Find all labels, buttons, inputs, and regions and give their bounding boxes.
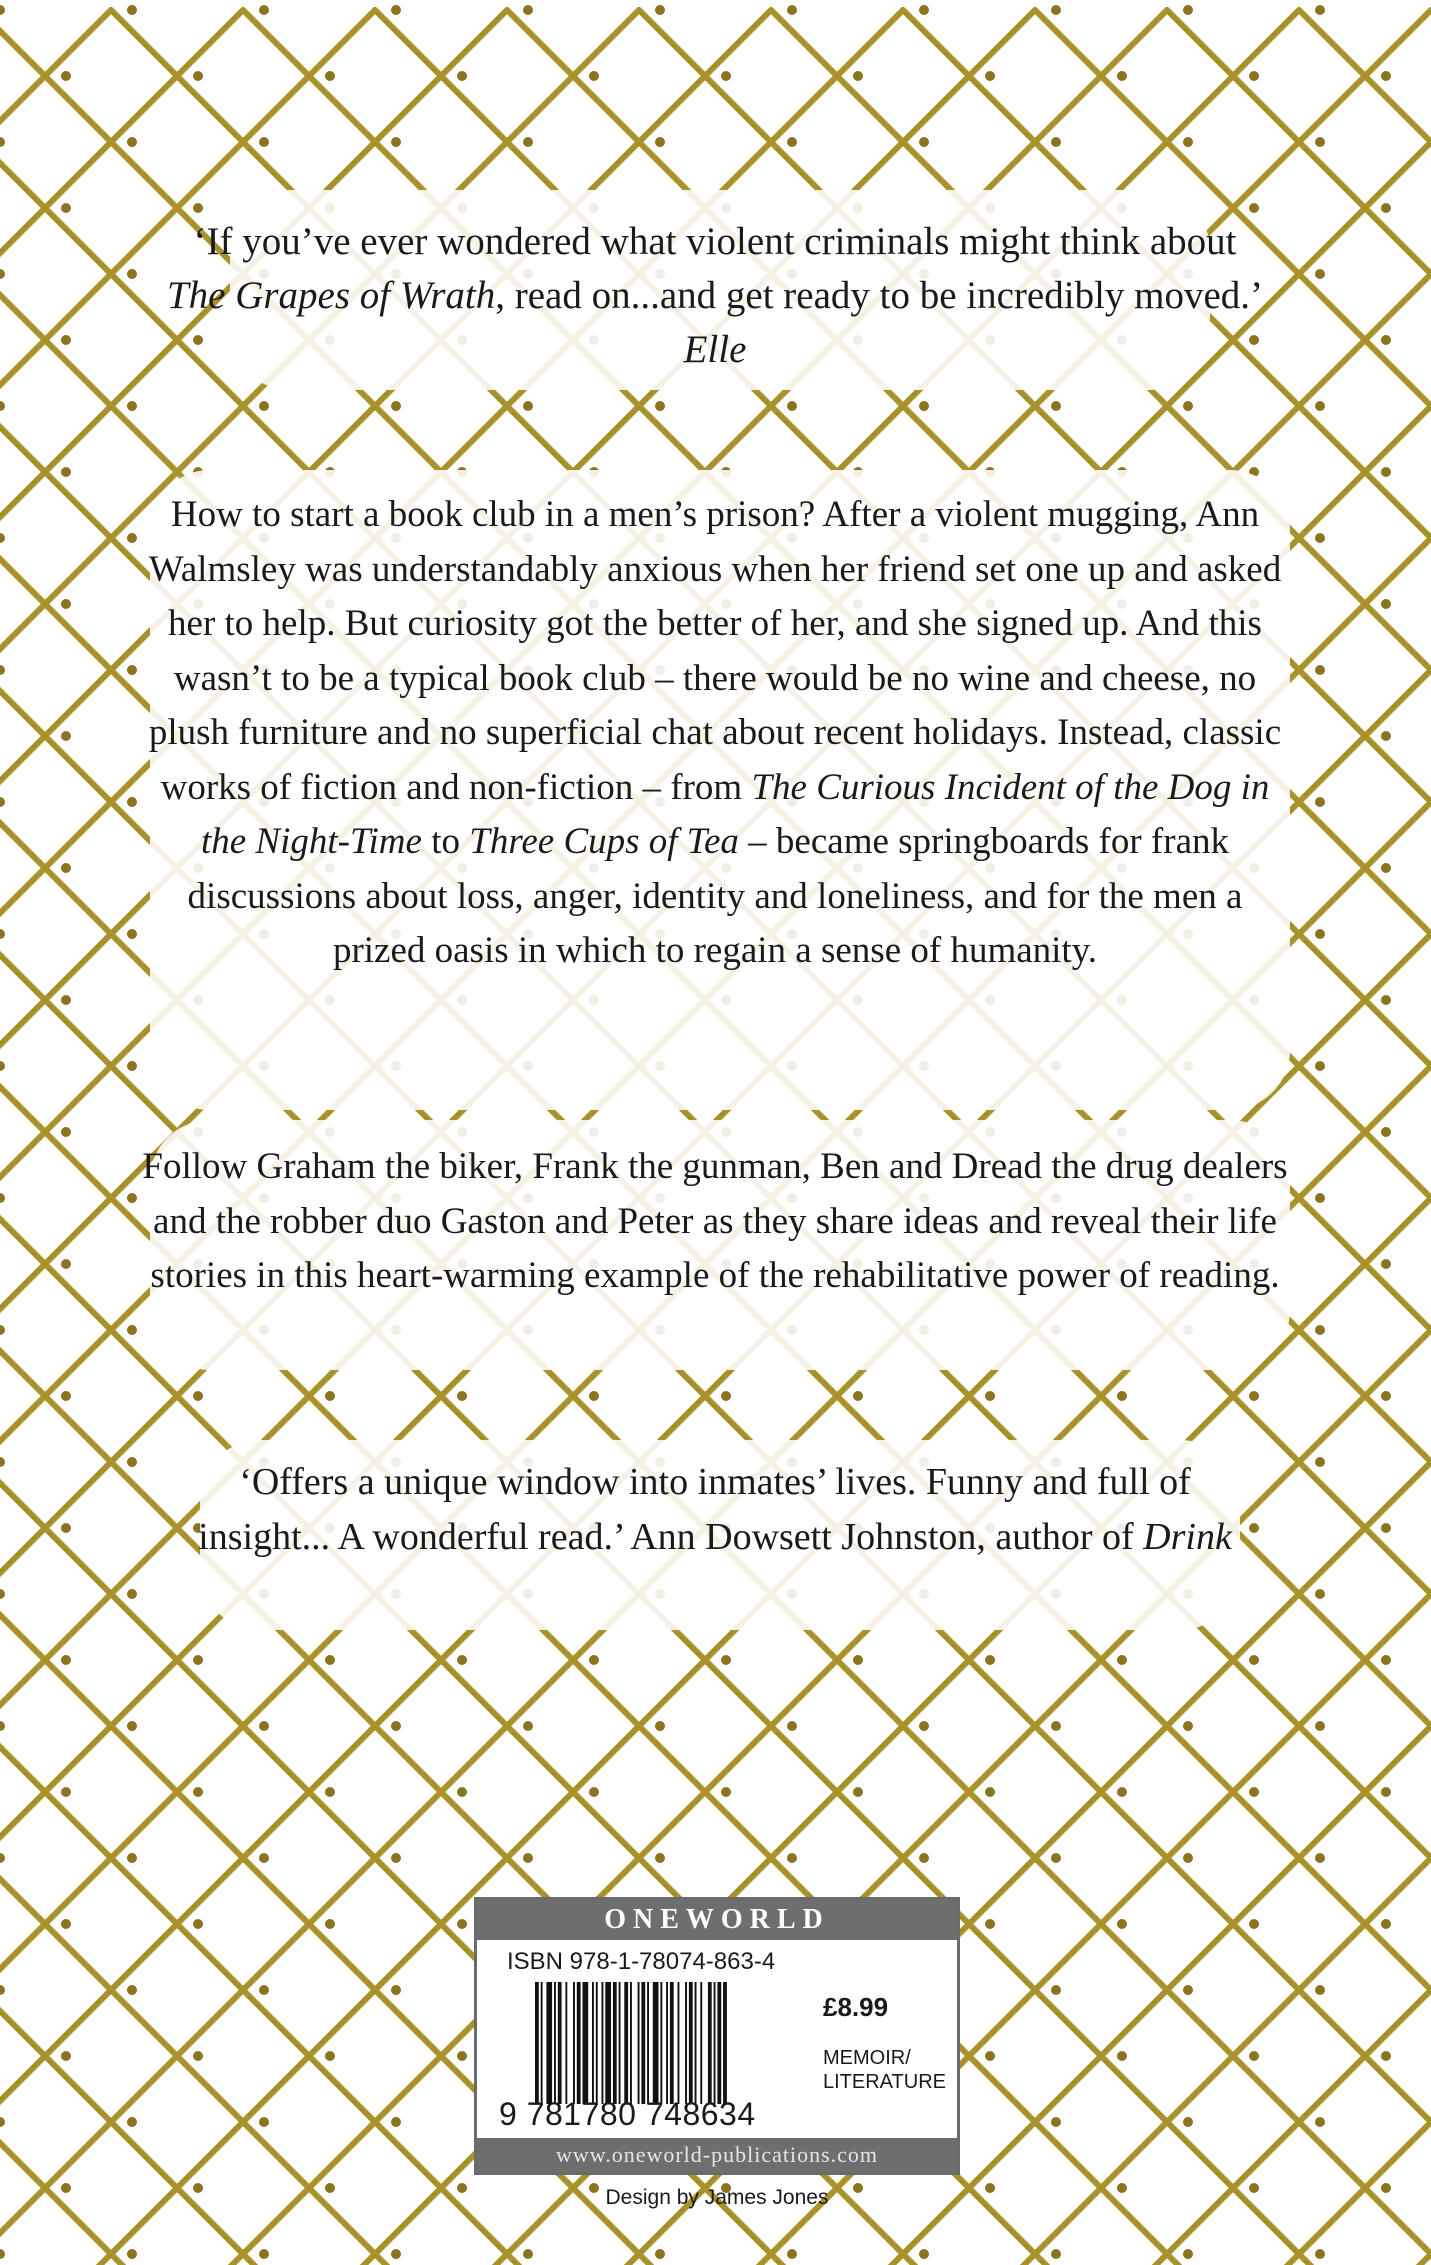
- review-quote-bottom: [180, 1455, 1250, 1565]
- barcode: [535, 1982, 785, 2104]
- description-text: How to start a book club in a men’s prison? After a violent mugging, Ann Walmsley was understandably anxious when her friend set one up and asked her to help. But curiosity got the better of her, and she signed up. And this wasn’t to be a typical book club – there would be no wine and cheese, no plush furniture and no superficial chat about recent holidays. Instead, classic works of fiction and non-fiction – from: [148, 494, 1282, 808]
- design-credit: Design by James Jones: [605, 2186, 829, 2209]
- review-top-text-cont: , read on...and get ready to be incredibly moved.’: [495, 274, 1264, 317]
- book-description-2: Follow Graham the biker, Frank the gunman, Ben and Dread the drug dealers and the robber duo Gaston and Peter as they share ideas and reveal their life stories in this heart-warming example of the rehabilitative power of reading.: [142, 1146, 1288, 1296]
- description-text-end: – became springboards for frank discussions about loss, anger, identity and loneliness, and for the men a prized oasis in which to regain a sense of humanity.: [187, 821, 1243, 971]
- barcode-digits: 9 781780 748634: [499, 2096, 756, 2132]
- isbn-number: ISBN 978-1-78074-863-4: [507, 1948, 776, 1975]
- review-top-source: Elle: [683, 328, 747, 371]
- review-top-text: ‘If you’ve ever wondered what violent criminals might think about: [193, 220, 1237, 263]
- review-top-book-title: The Grapes of Wrath: [166, 274, 496, 317]
- price: £8.99: [823, 1992, 889, 2022]
- publisher-name: ONEWORLD: [477, 1900, 957, 1940]
- description-title-2: Three Cups of Tea: [469, 821, 739, 862]
- book-description: [140, 488, 1290, 979]
- review-bottom-text: ‘Offers a unique window into inmates’ lives. Funny and full of insight... A wonderful read.’ Ann Dowsett Johnston, author of: [198, 1461, 1191, 1558]
- category: MEMOIR/ LITERATURE: [823, 2047, 946, 2093]
- description-title-1: The Curious Incident of the Dog in the Night-Time: [200, 766, 1270, 862]
- review-quote-top: [160, 215, 1270, 377]
- review-bottom-book-title: Drink: [1143, 1516, 1232, 1558]
- description-text-mid: to: [421, 821, 470, 862]
- publisher-website: www.oneworld-publications.com: [477, 2138, 957, 2172]
- isbn-barcode-box: [474, 1897, 960, 2175]
